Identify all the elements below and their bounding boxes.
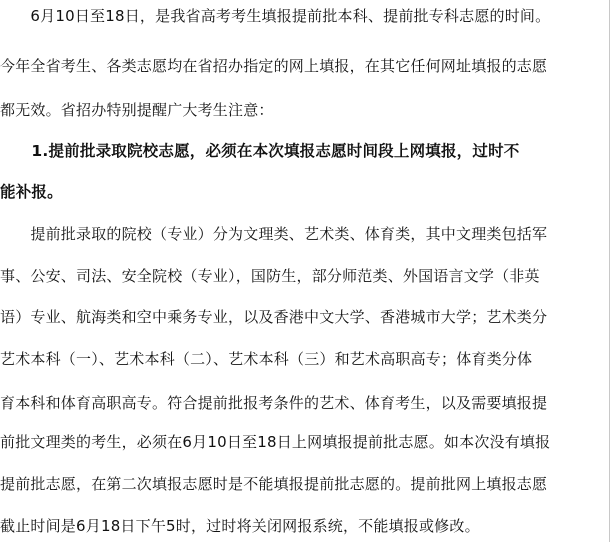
- intro-line-3: 都无效。省招办特别提醒广大考生注意：: [0, 101, 274, 119]
- body-line-2: 事、公安、司法、安全院校（专业），国防生，部分师范类、外国语言文学（非英: [0, 267, 540, 285]
- body-line-1: 提前批录取的院校（专业）分为文理类、艺术类、体育类，其中文理类包括军: [0, 225, 548, 243]
- body-line-6: 前批文理类的考生，必须在6月10日至18日上网填报提前批志愿。如本次没有填报: [0, 433, 551, 451]
- body-line-3: 语）专业、航海类和空中乘务专业，以及香港中文大学、香港城市大学；艺术类分: [0, 308, 548, 326]
- heading-1-line-2: 能补报。: [0, 183, 63, 201]
- body-line-4: 艺术本科（一）、艺术本科（二）、艺术本科（三）和艺术高职高专；体育类分体: [0, 350, 533, 368]
- heading-1-line-1: 1.提前批录取院校志愿，必须在本次填报志愿时间段上网填报，过时不: [0, 142, 520, 160]
- intro-line-2: 今年全省考生、各类志愿均在省招办指定的网上填报，在其它任何网址填报的志愿: [0, 57, 548, 75]
- body-line-8: 截止时间是6月18日下午5时，过时将关闭网报系统，不能填报或修改。: [0, 517, 480, 535]
- body-line-7: 提前批志愿，在第二次填报志愿时是不能填报提前批志愿的。提前批网上填报志愿: [0, 475, 548, 493]
- intro-line-1: 6月10日至18日，是我省高考考生填报提前批本科、提前批专科志愿的时间。: [0, 7, 551, 25]
- body-line-5: 育本科和体育高职高专。符合提前批报考条件的艺术、体育考生，以及需要填报提: [0, 394, 548, 412]
